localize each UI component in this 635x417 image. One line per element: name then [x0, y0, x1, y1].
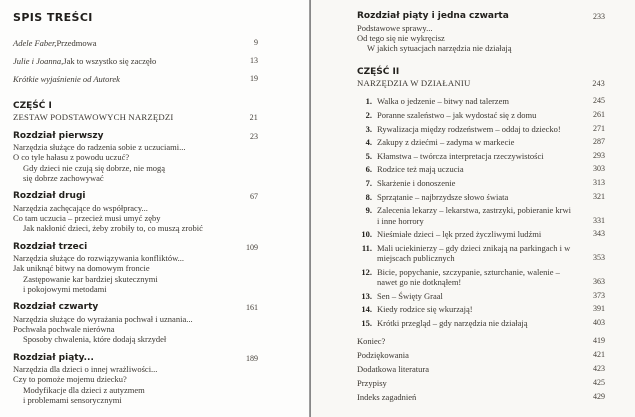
page-number: 421 [593, 350, 605, 360]
page-number: 373 [593, 290, 605, 300]
toc-item [357, 205, 605, 226]
toc-item [357, 96, 605, 106]
chapter-subtitle: Jak nakłonić dzieci, żeby zrobiły to, co muszą zrobić [23, 223, 203, 234]
part-2-block [357, 67, 605, 89]
page-number: 321 [593, 191, 605, 201]
item-title: Kiedy rodzice się wkurzają! [377, 304, 473, 315]
toc-item [357, 151, 605, 161]
part-1-block [13, 101, 258, 123]
page-number: 343 [593, 229, 605, 239]
item-title: Walka o jedzenie – bitwy nad talerzem [377, 96, 509, 107]
part-title: NARZĘDZIA W DZIAŁANIU [357, 78, 471, 89]
entry-title: Indeks zagadnień [357, 391, 417, 402]
item-number: 11. [361, 242, 372, 253]
toc-item [357, 178, 605, 188]
page-number: 293 [593, 150, 605, 160]
item-number: 7. [365, 177, 372, 188]
toc-chapter-5 [13, 353, 258, 406]
front-matter-list [13, 38, 258, 85]
chapter-heading [13, 131, 258, 143]
item-number: 1. [365, 96, 372, 107]
toc-item [357, 304, 605, 314]
page-number: 261 [593, 109, 605, 119]
page-number: 23 [250, 131, 258, 141]
toc-chapter-4 [13, 302, 258, 344]
item-title: Rywalizacja między rodzeństwem – oddaj to dziecko! [377, 123, 561, 134]
page-number: 109 [246, 242, 258, 252]
chapter-subtitle: i problemami sensorycznymi [23, 395, 122, 406]
page-title: SPIS TREŚCI [13, 11, 93, 24]
page-number: 233 [593, 12, 605, 21]
toc-item [357, 110, 605, 120]
toc-chapter-3 [13, 242, 258, 295]
page-number: 363 [593, 277, 605, 287]
item-number: 10. [361, 229, 372, 240]
chapter-subtitle: W jakich sytuacjach narzędzia nie działają [367, 43, 512, 54]
item-number: 2. [365, 109, 372, 120]
page-number: 331 [593, 215, 605, 225]
part-label: CZĘŚĆ II [357, 67, 400, 78]
page-number: 189 [246, 353, 258, 363]
chapter-subtitle: Czy to pomoże mojemu dziecku? [13, 374, 127, 385]
chapter-subtitle: Sposoby chwalenia, które dodają skrzydeł [23, 334, 167, 345]
entry-title: Przypisy [357, 377, 387, 388]
chapter-subtitle: Narzędzia służące do rozwiązywania konfliktów... [13, 253, 185, 264]
toc-entry [357, 336, 605, 346]
item-title: Zakupy z dziećmi – zadyma w markecie [377, 137, 515, 148]
page-number: 21 [249, 112, 258, 122]
part-title: ZESTAW PODSTAWOWYCH NARZĘDZI [13, 111, 174, 122]
chapter-subtitle: Podstawowe sprawy... [357, 22, 433, 33]
toc-item [357, 243, 605, 264]
toc-item [357, 318, 605, 328]
page-left [0, 0, 309, 417]
chapter-subtitle: Co tam uczucia – przecież musi umyć zęby [13, 212, 161, 223]
toc-entry [357, 364, 605, 374]
item-title: Skarżenie i donoszenie [377, 177, 456, 188]
page-number: 13 [250, 56, 258, 65]
toc-entry [13, 74, 258, 85]
back-matter-list [357, 336, 605, 402]
entry-title: Przedmowa [56, 38, 97, 48]
toc-chapter-1 [13, 131, 258, 184]
chapter-subtitle: się dobrze zachowywać [23, 172, 104, 183]
item-title: Poranne szaleństwo – jak wydostać się z domu [377, 109, 537, 120]
item-number: 9. [365, 205, 372, 216]
chapter-subtitle: Narzędzia zachęcające do współpracy... [13, 202, 148, 213]
page-number: 303 [593, 164, 605, 174]
chapter-subtitle: Jak uniknąć bitwy na domowym froncie [13, 263, 150, 274]
part-label: CZĘŚĆ I [13, 100, 52, 111]
item-number: 5. [365, 150, 372, 161]
page-number: 287 [593, 137, 605, 147]
entry-author: Adele Faber, [13, 38, 57, 48]
chapter-subtitle: Pochwała pochwale nierówna [13, 324, 115, 335]
entry-author: Krótkie wyjaśnienie od Autorek [13, 74, 120, 84]
page-number: 19 [250, 74, 258, 83]
page-number: 425 [593, 377, 605, 387]
entry-author: Julie i Joanna, [13, 56, 64, 66]
item-number: 14. [361, 304, 372, 315]
page-number: 271 [593, 123, 605, 133]
toc-item [357, 229, 605, 239]
chapter-heading [13, 191, 258, 203]
page-number: 429 [593, 391, 605, 401]
chapter-title: Rozdział pierwszy [13, 130, 104, 141]
item-number: 3. [365, 123, 372, 134]
item-number: 8. [365, 191, 372, 202]
item-number: 4. [365, 137, 372, 148]
page-number: 391 [593, 304, 605, 314]
item-title: Mali uciekinierzy – gdy dzieci znikają na parkingach i w miejscach publicznych [377, 242, 571, 264]
chapter-subtitle: O co tyle hałasu z powodu uczuć? [13, 152, 130, 163]
item-number: 13. [361, 290, 372, 301]
chapter-subtitle: Narzędzia dla dzieci o innej wrażliwości... [13, 364, 158, 375]
page-number: 353 [593, 253, 605, 263]
chapter-heading [13, 302, 258, 314]
item-title: Zalecenia lekarzy – lekarstwa, zastrzyki, pobieranie krwi i inne horrory [377, 205, 571, 226]
chapter-title: Rozdział czwarty [13, 302, 99, 313]
toc-chapter-5-25 [357, 11, 605, 53]
chapter-title: Rozdział drugi [13, 191, 86, 202]
toc-item [357, 192, 605, 202]
page-number: 313 [593, 177, 605, 187]
chapter-subtitle: Zastępowanie kar bardziej skutecznymi [23, 273, 158, 284]
item-title: Rodzice też mają uczucia [377, 164, 464, 175]
chapter-title: Rozdział piąty... [13, 352, 94, 363]
toc-entry [357, 78, 605, 89]
page-number: 423 [593, 363, 605, 373]
item-title: Kłamstwa – twórcza interpretacja rzeczywistości [377, 150, 544, 161]
entry-title: Koniec? [357, 336, 386, 347]
toc-entry [357, 350, 605, 360]
page-number: 245 [593, 96, 605, 106]
item-number: 6. [365, 164, 372, 175]
toc-item [357, 124, 605, 134]
chapter-subtitle: Narzędzia służące do radzenia sobie z uczuciami... [13, 142, 186, 152]
page-number: 419 [593, 336, 605, 346]
toc-item [357, 164, 605, 174]
chapter-subtitle: Od tego się nie wykręcisz [357, 32, 445, 43]
item-title: Nieśmiałe dzieci – lęk przed życzliwymi ludźmi [377, 229, 542, 240]
item-number: 12. [361, 266, 372, 277]
page-number: 161 [246, 303, 258, 313]
chapter-subtitle: i pokojowymi metodami [23, 283, 107, 294]
page-right [311, 0, 635, 417]
entry-title: Jak to wszystko się zaczęło [63, 56, 157, 66]
toc-entry [13, 38, 258, 49]
toc-item [357, 267, 605, 288]
page-number: 243 [592, 79, 605, 89]
toc-entry [13, 56, 258, 67]
chapter-title: Rozdział piąty i jedna czwarta [357, 11, 509, 21]
toc-item [357, 291, 605, 301]
numbered-toc-list [357, 96, 605, 328]
chapter-heading [357, 11, 605, 23]
chapter-subtitle: Gdy dzieci nie czują się dobrze, nie mogą [23, 162, 166, 173]
toc-entry [13, 112, 258, 123]
toc-chapter-2 [13, 191, 258, 233]
chapter-subtitle: Narzędzia służące do wyrażania pochwał i uznania... [13, 313, 193, 324]
chapter-subtitle: Modyfikacje dla dzieci z autyzmem [23, 384, 145, 395]
entry-title: Dodatkowa literatura [357, 363, 429, 374]
entry-title: Podziękowania [357, 350, 409, 361]
item-title: Sen – Święty Graal [377, 290, 443, 301]
chapter-heading [13, 242, 258, 254]
toc-entry [357, 378, 605, 388]
page-number: 9 [254, 38, 258, 47]
item-title: Bicie, popychanie, szczypanie, szturchanie, walenie – nawet go nie dotknąłem! [377, 266, 560, 288]
item-title: Sprzątanie – najbrzydsze słowo świata [377, 191, 509, 202]
chapter-heading [13, 353, 258, 365]
chapter-title: Rozdział trzeci [13, 241, 88, 252]
toc-item [357, 137, 605, 147]
page-number: 403 [593, 317, 605, 327]
toc-entry [357, 392, 605, 402]
item-number: 15. [361, 317, 372, 328]
item-title: Krótki przegląd – gdy narzędzia nie działają [377, 317, 528, 328]
page-number: 67 [250, 192, 258, 202]
